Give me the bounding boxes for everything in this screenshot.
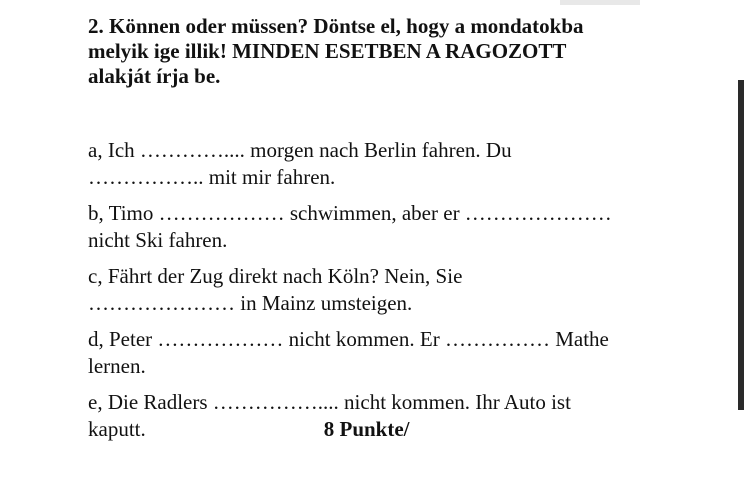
exercise-a-line-1: a, Ich ………….... morgen nach Berlin fahren. Du <box>88 138 512 162</box>
exercise-e-line-2: kaputt. <box>88 417 146 441</box>
exercise-list <box>88 137 678 443</box>
exercise-e-line-2-row <box>88 416 678 443</box>
exercise-e-line-1: e, Die Radlers …………….... nicht kommen. Ihr Auto ist <box>88 390 571 414</box>
exercise-c-line-1: c, Fährt der Zug direkt nach Köln? Nein, Sie <box>88 264 463 288</box>
exercise-e <box>88 389 678 443</box>
exercise-a-line-2: …………….. mit mir fahren. <box>88 165 336 189</box>
page-edge-bar <box>738 80 744 410</box>
task-heading <box>88 14 678 89</box>
points-label: 8 Punkte/ <box>323 417 410 441</box>
heading-line-3: alakját írja be. <box>88 64 221 88</box>
heading-line-2: melyik ige illik! MINDEN ESETBEN A RAGOZOTT <box>88 39 567 63</box>
exercise-c <box>88 263 678 317</box>
exercise-d-line-2: lernen. <box>88 354 146 378</box>
exercise-b <box>88 200 678 254</box>
top-edge-shadow <box>560 0 640 5</box>
exercise-b-line-1: b, Timo ……………… schwimmen, aber er ………………… <box>88 201 612 225</box>
exercise-a <box>88 137 678 191</box>
worksheet-page <box>88 14 678 452</box>
exercise-b-line-2: nicht Ski fahren. <box>88 228 228 252</box>
exercise-d <box>88 326 678 380</box>
exercise-d-line-1: d, Peter ……………… nicht kommen. Er …………… Mathe <box>88 327 609 351</box>
exercise-c-line-2: ………………… in Mainz umsteigen. <box>88 291 413 315</box>
heading-line-1: 2. Können oder müssen? Döntse el, hogy a mondatokba <box>88 14 584 38</box>
